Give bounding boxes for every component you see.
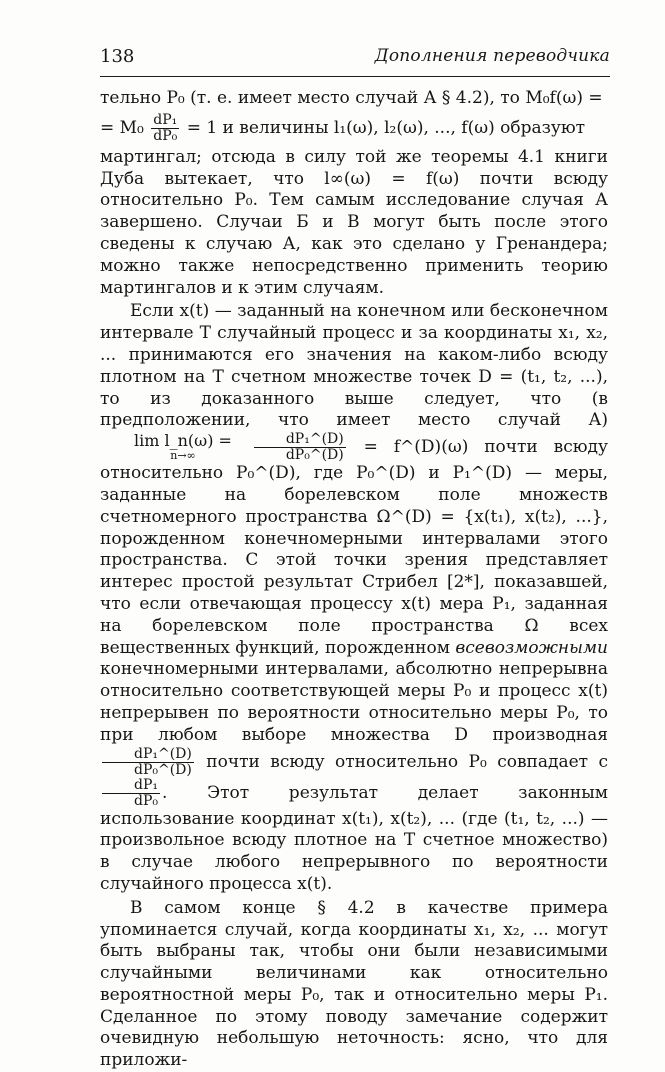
paragraph-3: В самом конце § 4.2 в качестве примера упоминается случай, когда координаты x₁, x₂, ... могут быть выбраны так, чтобы они были независимыми случайными величинами как относительно вероятностной меры P₀, так и относительно меры P₁. Сделанное по этому поводу замечание содержит очевидную небольшую неточность: ясно, что для приложи-: [100, 897, 608, 1071]
p2-emphasis: всевозможными: [455, 637, 608, 658]
p2-conclusion: . Этот результат делает законным использование координат x(t₁), x(t₂), ... (где (t₁, t₂, ...) — произвольное всюду плотное на T счетное множество) в случае любого непрерывного по вероятности случайного процесса x(t).: [100, 782, 608, 894]
page-body: [100, 88, 608, 1072]
limit-expression: [102, 430, 234, 463]
running-title: Дополнения переводчика: [374, 46, 610, 66]
fraction-derivative: [102, 747, 194, 778]
limit-head: lim l_n(ω) =: [134, 430, 232, 450]
p2-middle: = f^(D)(ω) почти всюду относительно P₀^(D), где P₀^(D) и P₁^(D) — меры, заданные на борелевском поле множеств счетномерного пространства Ω^(D) = {x(t₁), x(t₂), ...}, порожденном конечномерными интервалами этого пространства. С этой точки зрения представляет интерес простой результат Стрибел [2*], показавшей, что если отвечающая процессу x(t) мера P₁, заданная на борелевском поле пространства Ω всех вещественных функций, порожденном: [100, 437, 609, 658]
fraction-numerator: dP₁: [153, 111, 178, 128]
fraction-denominator: dP₀: [153, 127, 178, 144]
page-header: [100, 42, 610, 77]
p1-formula-line: [100, 113, 608, 144]
paragraph-1: [100, 88, 608, 299]
p2-coincides: почти всюду относительно P₀ совпадает с: [206, 751, 609, 772]
p1-formula-tail: = 1 и величины l₁(ω), l₂(ω), ..., f(ω) образуют: [186, 117, 586, 138]
fraction-dP1-dP0-2: [102, 778, 160, 809]
fraction-denominator: dP₀: [134, 792, 158, 809]
fraction-numerator: dP₁^(D): [102, 747, 194, 763]
p2-intro: Если x(t) — заданный на конечном или бесконечном интервале T случайный процесс и за координаты x₁, x₂, ... принимаются его значения на каком-либо всюду плотном на T счетном множестве точек D = (t₁, t₂, ...), то из доказанного выше следует, что (в предположении, что имеет место случай А): [100, 301, 608, 431]
fraction-denominator: dP₀^(D): [285, 447, 344, 464]
fraction-numerator: dP₁: [102, 778, 160, 794]
p1-line1: тельно P₀ (т. е. имеет место случай А § 4.2), то M₀f(ω) =: [100, 88, 603, 108]
paragraph-2: [100, 301, 608, 895]
fraction-denominator: dP₀^(D): [134, 761, 192, 778]
limit-subscript: n→∞: [170, 448, 196, 462]
fraction-dP1D-dP0D: [254, 432, 346, 463]
p2-continuation: конечномерными интервалами, абсолютно непрерывна относительно соответствующей меры P₀ и процесс x(t) непрерывен по вероятности относительно меры P₀, то при любом выборе множества D производная: [100, 659, 608, 745]
p1-rest: мартингал; отсюда в силу той же теоремы 4.1 книги Дуба вытекает, что l∞(ω) = f(ω) почти всюду относительно P₀. Тем самым исследование случая А завершено. Случаи Б и В могут быть после этого сведены к случаю А, как это сделано у Гренандера; можно также непосредственно применить теорию мартингалов и к этим случаям.: [100, 146, 608, 298]
fraction-dP1-dP0: [151, 113, 179, 144]
fraction-numerator: dP₁^(D): [254, 432, 346, 448]
p1-formula-lead: = M₀: [100, 117, 144, 138]
page-number: 138: [100, 46, 135, 67]
